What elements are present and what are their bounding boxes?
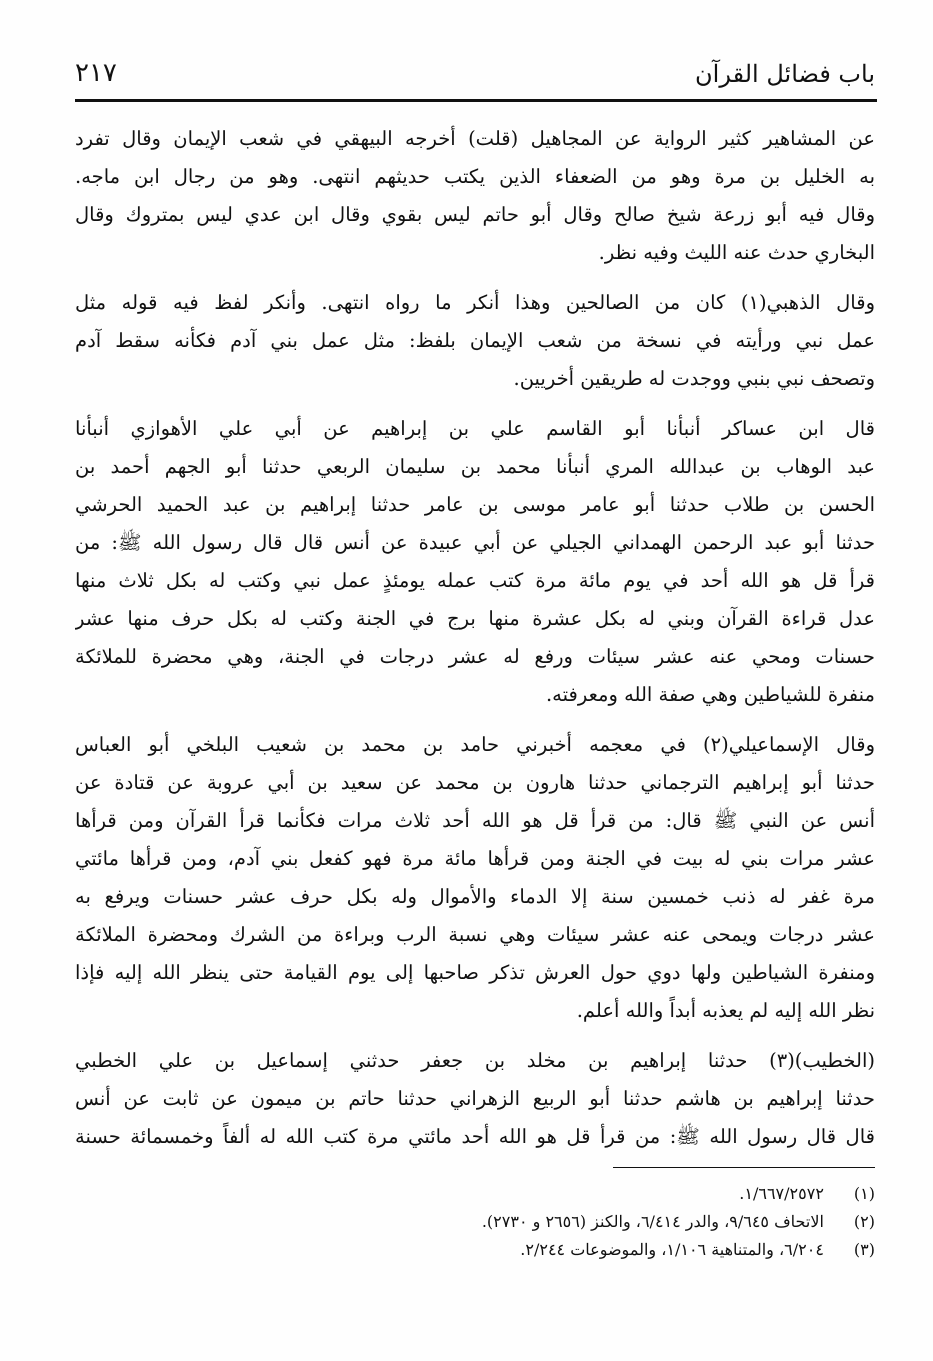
text-line: قال ابن عساكر أنبأنا أبو القاسم علي بن إبراهيم عن أبي علي الأهوازي أنبأنا <box>75 417 875 440</box>
running-header <box>75 58 875 98</box>
page-number: ٢١٧ <box>75 58 117 88</box>
text-line: وقال فيه أبو زرعة شيخ صالح وقال أبو حاتم ليس بقوي وقال ابن عدي ليس بمتروك وقال <box>75 203 875 226</box>
text-line: عبد الوهاب بن عبدالله المري أنبأنا محمد بن سليمان الربعي حدثنا أبو الجهم أحمد بن <box>75 455 875 478</box>
text-line: الحسن بن طلاب حدثنا أبو عامر موسى بن عامر حدثنا إبراهيم بن عبد الحميد الحرشي <box>75 493 875 516</box>
text-line: عمل نبي ورأيته في نسخة من شعب الإيمان بلفظ: مثل عمل بني آدم فكأنه سقط آدم <box>75 329 875 352</box>
footnote <box>75 1180 875 1208</box>
footnote-text: ٦/٢٠٤، والمتناهية ١/١٠٦، والموضوعات ٢/٢٤٤. <box>520 1240 824 1259</box>
text-line: حدثنا أبو عبد الرحمن الهمداني الجيلي عن أبي عبيدة عن أنس قال قال رسول الله ﷺ: من <box>75 531 875 554</box>
footnote-number: (٣) <box>853 1240 875 1259</box>
footnote <box>75 1208 875 1236</box>
text-line: عشر مرات بني له بيت في الجنة ومن قرأها مائة مرة فهو كفعل بني آدم، ومن قرأها مائتي <box>75 847 875 870</box>
text-line: قال قال رسول الله ﷺ: من قرأ قل هو الله أحد مائتي مرة كتب الله له ألفاً وخمسمائة حسنة <box>75 1125 875 1148</box>
text-line: عن المشاهير كثير الرواية عن المجاهيل (قلت) أخرجه البيهقي في شعب الإيمان وقال تفرد <box>75 127 875 150</box>
text-line: وتصحف نبي بنبي ووجدت له طريقين أخريين. <box>513 367 875 390</box>
text-line: منفرة للشياطين وهي صفة الله ومعرفته. <box>545 683 875 706</box>
footnote-number: (٢) <box>853 1212 875 1231</box>
main-text <box>75 120 875 1168</box>
text-line: ومنفرة الشياطين ولها دوي حول العرش تذكر صاحبها إلى يوم القيامة حتى ينظر الله إليه فإذا <box>75 961 875 984</box>
paragraph-3 <box>75 410 875 714</box>
text-line: البخاري حدث عنه الليث وفيه نظر. <box>598 241 875 264</box>
text-line: حسنات ومحي عنه عشر سيئات ورفع له عشر درجات في الجنة، وهي محضرة للملائكة <box>75 645 875 668</box>
text-line: به الخليل بن مرة وهو من الضعفاء الذين يكتب حديثهم انتهى. وهو من رجال ابن ماجه. <box>75 165 875 188</box>
footnote-text: الاتحاف ٩/٦٤٥، والدر ٦/٤١٤، والكنز (٢٦٥٦ و ٢٧٣٠). <box>481 1212 824 1231</box>
text-line: (الخطيب)(٣) حدثنا إبراهيم بن مخلد بن جعفر حدثني إسماعيل بن علي الخطبي <box>75 1049 875 1072</box>
text-line: حدثنا إبراهيم بن هاشم حدثنا أبو الربيع الزهراني حدثنا حاتم بن ميمون عن ثابت عن أنس <box>75 1087 875 1110</box>
chapter-title: باب فضائل القرآن <box>695 60 875 88</box>
text-line: نظر الله إليه لم يعذبه أبداً والله أعلم. <box>576 999 875 1022</box>
text-line: مرة غفر له ذنب خمسين سنة إلا الدماء والأموال وله بكل حرف عشر حسنات ويرفع به <box>75 885 875 908</box>
text-line: حدثنا أبو إبراهيم الترجماني حدثنا هارون بن محمد عن سعيد بن أبي عروبة عن قتادة عن <box>75 771 875 794</box>
text-line: قرأ قل هو الله أحد في يوم مائة مرة كتب عمله يومئذٍ عمل نبي وكتب له بكل ثلاث منها <box>75 569 875 592</box>
footnote-separator <box>613 1167 875 1168</box>
footnote-number: (١) <box>853 1184 875 1203</box>
footnotes <box>75 1180 875 1264</box>
text-line: وقال الإسماعيلي(٢) في معجمه أخبرني حامد بن محمد بن شعيب البلخي أبو العباس <box>75 733 875 756</box>
footnote <box>75 1236 875 1264</box>
text-line: وقال الذهبي(١) كان من الصالحين وهذا أنكر ما رواه انتهى. وأنكر لفظ فيه قوله مثل <box>75 291 875 314</box>
paragraph-2 <box>75 284 875 398</box>
text-line: أنس عن النبي ﷺ قال: من قرأ قل هو الله أحد ثلاث مرات فكأنما قرأ القرآن ومن قرأها <box>75 809 875 832</box>
paragraph-1 <box>75 120 875 272</box>
header-rule <box>75 99 877 102</box>
text-line: عدل قراءة القرآن وبني له بكل عشرة منها برج في الجنة وكتب له بكل حرف منها عشر <box>75 607 875 630</box>
paragraph-4 <box>75 726 875 1030</box>
paragraph-5 <box>75 1042 875 1156</box>
text-line: عشر درجات ويمحى عنه عشر سيئات وهي نسبة الرب وبراءة من الشرك ومحضرة الملائكة <box>75 923 875 946</box>
footnote-text: ١/٦٦٧/٢٥٧٢. <box>739 1184 824 1203</box>
